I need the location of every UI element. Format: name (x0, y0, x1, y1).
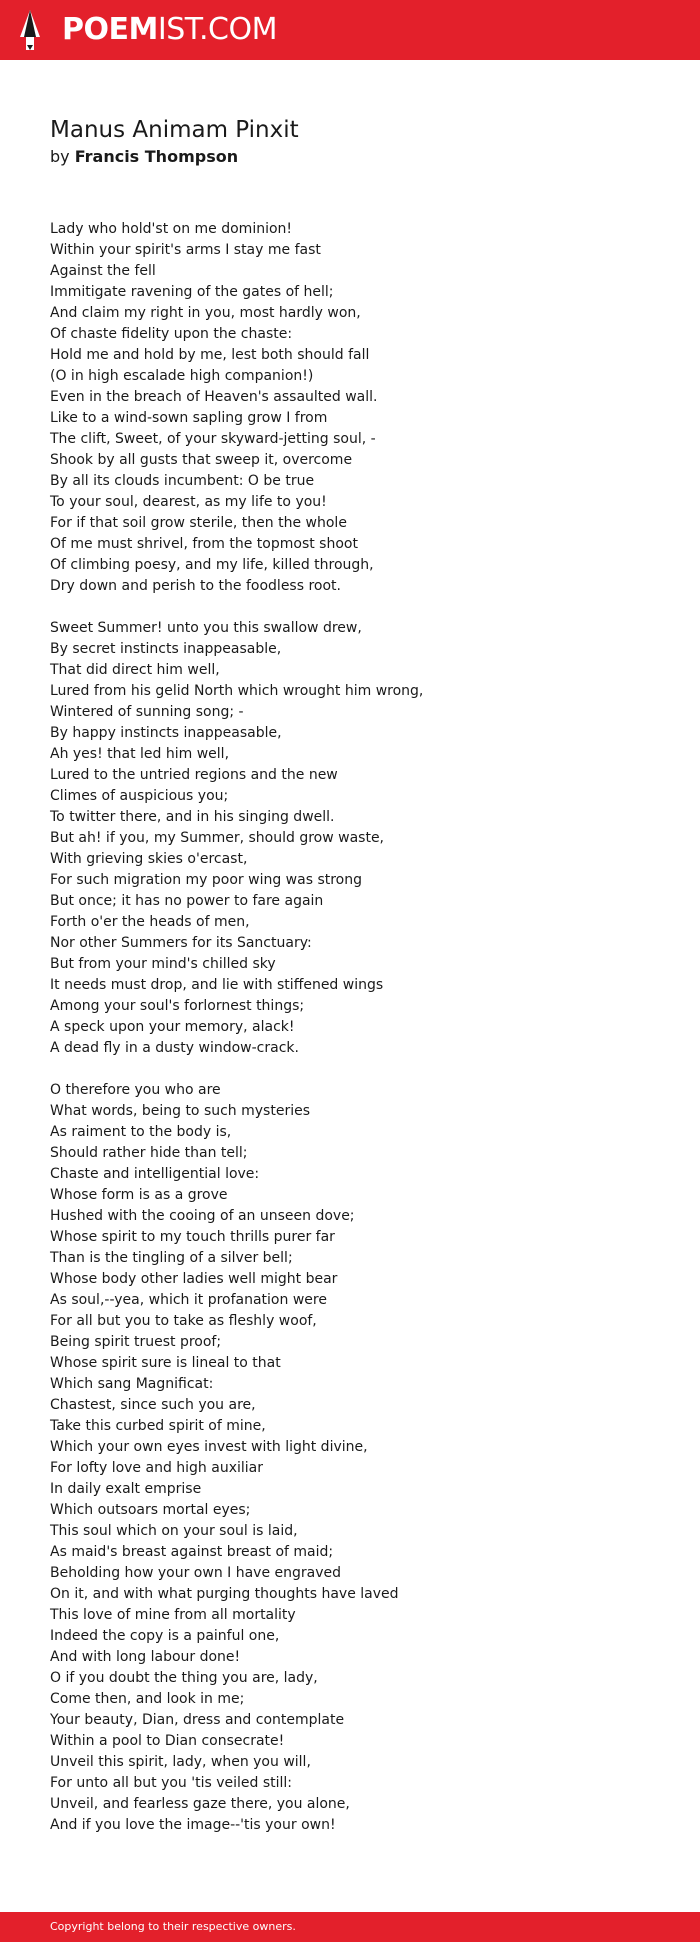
poem-line: For such migration my poor wing was strong (50, 872, 363, 888)
poem-line: Even in the breach of Heaven's assaulted wall. (50, 389, 378, 405)
poem-line: For unto all but you 'tis veiled still: (50, 1775, 293, 1791)
copyright-text: Copyright belong to their respective owners. (50, 1920, 296, 1933)
poem-line: Forth o'er the heads of men, (50, 914, 250, 930)
quill-logo-icon[interactable] (18, 10, 42, 50)
page-title: Manus Animam Pinxit (50, 117, 299, 143)
poem-line: Whose body other ladies well might bear (50, 1271, 338, 1287)
poem-line: Whose spirit sure is lineal to that (50, 1355, 281, 1371)
poem-line: Being spirit truest proof; (50, 1334, 222, 1350)
poem-line: On it, and with what purging thoughts have laved (50, 1586, 399, 1602)
poem-line: Wintered of sunning song; - (50, 704, 244, 720)
poem-line: Unveil, and fearless gaze there, you alone, (50, 1796, 350, 1812)
poem-line: Among your soul's forlornest things; (50, 998, 305, 1014)
poem-line: Nor other Summers for its Sanctuary: (50, 935, 312, 951)
poem-line: But once; it has no power to fare again (50, 893, 324, 909)
poem-line: The clift, Sweet, of your skyward-jetting soul, - (50, 431, 376, 447)
poem-line: (O in high escalade high companion!) (50, 368, 314, 384)
site-logo[interactable] (62, 12, 277, 48)
site-footer (0, 1912, 700, 1942)
author-name: Francis Thompson (74, 147, 239, 166)
poem-line: Beholding how your own I have engraved (50, 1565, 342, 1581)
poem-line: By secret instincts inappeasable, (50, 641, 282, 657)
poem-line: To your soul, dearest, as my life to you! (50, 494, 327, 510)
poem-line: Lured from his gelid North which wrought him wrong, (50, 683, 424, 699)
poem-line: Which sang Magnificat: (50, 1376, 214, 1392)
poem-stanza (50, 618, 670, 1059)
poem-line: A dead fly in a dusty window-crack. (50, 1040, 299, 1056)
poem-line: Indeed the copy is a painful one, (50, 1628, 280, 1644)
poem-line: To twitter there, and in his singing dwell. (50, 809, 335, 825)
poem-line: But from your mind's chilled sky (50, 956, 276, 972)
poem-line: But ah! if you, my Summer, should grow waste, (50, 830, 385, 846)
poem-line: Lured to the untried regions and the new (50, 767, 338, 783)
poem-line: Ah yes! that led him well, (50, 746, 230, 762)
poem-line: Shook by all gusts that sweep it, overcome (50, 452, 353, 468)
site-header (0, 0, 700, 60)
by-label: by (50, 147, 70, 166)
poem-line: What words, being to such mysteries (50, 1103, 311, 1119)
poem-line: This love of mine from all mortality (50, 1607, 296, 1623)
poem-line: Come then, and look in me; (50, 1691, 245, 1707)
poem-line: Hold me and hold by me, lest both should fall (50, 347, 370, 363)
poem-line: Should rather hide than tell; (50, 1145, 248, 1161)
poem-heading (50, 115, 299, 168)
poem-line: Within your spirit's arms I stay me fast (50, 242, 321, 258)
poem-line: O therefore you who are (50, 1082, 221, 1098)
poem-line: And claim my right in you, most hardly won, (50, 305, 361, 321)
poem-line: Chaste and intelligential love: (50, 1166, 260, 1182)
poem-line: Like to a wind-sown sapling grow I from (50, 410, 328, 426)
poem-line: With grieving skies o'ercast, (50, 851, 248, 867)
poem-line: It needs must drop, and lie with stiffened wings (50, 977, 384, 993)
poem-stanza (50, 219, 670, 597)
poem-line: Whose spirit to my touch thrills purer far (50, 1229, 335, 1245)
poem-line: Than is the tingling of a silver bell; (50, 1250, 293, 1266)
poem-line: A speck upon your memory, alack! (50, 1019, 295, 1035)
poem-line: Of me must shrivel, from the topmost shoot (50, 536, 358, 552)
poem-line: Whose form is as a grove (50, 1187, 228, 1203)
poem-line: Chastest, since such you are, (50, 1397, 256, 1413)
poem-line: Which your own eyes invest with light divine, (50, 1439, 368, 1455)
poem-line: As maid's breast against breast of maid; (50, 1544, 334, 1560)
poem-line: Lady who hold'st on me dominion! (50, 221, 293, 237)
poem-line: And if you love the image--'tis your own! (50, 1817, 336, 1833)
byline (50, 146, 299, 168)
poem-line: As raiment to the body is, (50, 1124, 232, 1140)
poem-line: By all its clouds incumbent: O be true (50, 473, 315, 489)
poem-line: Your beauty, Dian, dress and contemplate (50, 1712, 345, 1728)
poem-line: Sweet Summer! unto you this swallow drew, (50, 620, 362, 636)
poem-line: For if that soil grow sterile, then the whole (50, 515, 347, 531)
poem-line: Of climbing poesy, and my life, killed through, (50, 557, 374, 573)
poem-line: In daily exalt emprise (50, 1481, 202, 1497)
poem-stanza (50, 1080, 670, 1836)
logo-bold-text: POEM (62, 12, 158, 47)
poem-line: As soul,--yea, which it profanation were (50, 1292, 327, 1308)
poem-line: O if you doubt the thing you are, lady, (50, 1670, 318, 1686)
poem-line: Of chaste fidelity upon the chaste: (50, 326, 293, 342)
poem-line: Dry down and perish to the foodless root. (50, 578, 341, 594)
poem-line: Unveil this spirit, lady, when you will, (50, 1754, 311, 1770)
poem-line: That did direct him well, (50, 662, 220, 678)
poem-line: Hushed with the cooing of an unseen dove; (50, 1208, 355, 1224)
poem-line: Climes of auspicious you; (50, 788, 229, 804)
poem-line: By happy instincts inappeasable, (50, 725, 282, 741)
poem-line: Immitigate ravening of the gates of hell; (50, 284, 334, 300)
poem-line: For lofty love and high auxiliar (50, 1460, 263, 1476)
poem-line: Take this curbed spirit of mine, (50, 1418, 266, 1434)
poem-line: And with long labour done! (50, 1649, 241, 1665)
poem-body (50, 219, 670, 1857)
poem-line: Against the fell (50, 263, 156, 279)
logo-light-text: IST.COM (157, 12, 277, 47)
poem-line: Within a pool to Dian consecrate! (50, 1733, 285, 1749)
poem-line: Which outsoars mortal eyes; (50, 1502, 251, 1518)
poem-line: This soul which on your soul is laid, (50, 1523, 298, 1539)
poem-line: For all but you to take as fleshly woof, (50, 1313, 317, 1329)
